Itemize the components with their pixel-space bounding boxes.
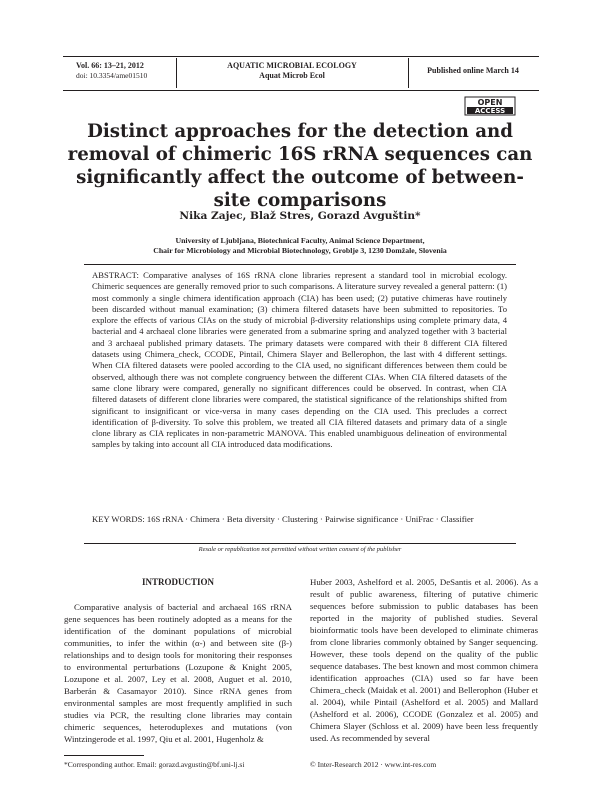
journal-abbrev: Aquat Microb Ecol — [259, 71, 325, 80]
article-title: Distinct approaches for the detection and removal of chimeric 16S rRNA sequences can significantly affect the outcome of between-site comparisons — [67, 121, 533, 211]
affiliation-line: University of Ljubljana, Biotechnical Faculty, Animal Science Department, — [175, 236, 425, 245]
header-bottom-rule — [63, 90, 539, 91]
journal-name: AQUATIC MICROBIAL ECOLOGY — [227, 61, 357, 70]
open-access-badge — [462, 94, 518, 118]
affiliation-line: Chair for Microbiology and Microbial Biotechnology, Groblje 3, 1230 Domžale, Slovenia — [153, 246, 447, 255]
abstract-text: ABSTRACT: Comparative analyses of 16S rRNA clone libraries represent a standard tool in microbial ecology. Chimeric sequences are generally removed prior to such comparisons. A literature survey revealed a general pattern: (1) most commonly a single chimera identification approach (CIA) has been used; (2) putative chimeras have routinely been discarded without manual examination; (3) chimera filtered datasets have been submitted to repositories. To explore the effects of various CIAs on the study of microbial β-diversity relationships using complete primary data, 4 bacterial and 4 archaeal clone libraries were generated from a submarine spring and analyzed together with 3 bacterial and 3 archaeal published primary datasets. The primary datasets were compared with their 8 different CIA filtered datasets using Chimera_check, CCODE, Pintail, Chimera Slayer and Bellerophon, the last with 4 different settings. When CIA filtered datasets were pooled according to the CIA used, no significant differences between them could be observed, although there was not complete congruency between the different CIAs. When CIA filtered datasets of the same clone library were compared, generally no significant differences could be observed. In contrast, when CIA filtered datasets of different clone libraries were compared, the statistical significance of the relationships shifted from significant to insignificant or vice-versa in many cases depending on the CIA used. This precludes a correct identification of β-diversity. To solve this problem, we treated all CIA filtered datasets and primary data of a single clone library as CIA replicates in non-parametric MANOVA. This enabled unambiguous delineation of environmental samples by taking into account all CIA introduced data modifications. — [92, 270, 507, 450]
publication-date: Published online March 14 — [427, 66, 519, 75]
doi: doi: 10.3354/ame01510 — [76, 71, 148, 80]
open-access-line1: OPEN — [477, 98, 503, 107]
abstract-top-rule — [84, 264, 516, 265]
affiliation — [60, 236, 540, 256]
open-access-line2: ACCESS — [474, 107, 506, 116]
author-list: Nika Zajec, Blaž Stres, Gorazd Avguštin* — [179, 210, 421, 222]
copyright: © Inter-Research 2012 · www.int-res.com — [310, 760, 437, 769]
abstract-bottom-rule — [84, 543, 516, 544]
header-citation — [76, 61, 147, 80]
intro-right-column: Huber 2003, Ashelford et al. 2005, DeSantis et al. 2006). As a result of public awareness, filtering of putative chimeric sequences before submission to public databases has been reported in the majority of published studies. Several bioinformatic tools have been developed to eliminate chimeras from clone libraries commonly obtained by Sanger sequencing. However, these tools depend on the quality of the public sequence databases. The best known and most common chimera identification approaches (CIA) used so far have been Chimera_check (Maidak et al. 2001) and Bellerophon (Huber et al. 2004), while Pintail (Ashelford et al. 2005) and Mallard (Ashelford et al. 2006), CCODE (Gonzalez et al. 2005) and Chimera Slayer (Schloss et al. 2009) have been less frequently used. As recommended by several — [310, 577, 538, 743]
volume-pages: Vol. 66: 13–21, 2012 — [76, 61, 144, 70]
republication-notice: Resale or republication not permitted without written consent of the publisher — [198, 546, 402, 553]
intro-left-column: Comparative analysis of bacterial and archaeal 16S rRNA gene sequences has been routinely adopted as a means for the identification of the dominant populations of microbial communities, to infer the within (α-) and between site (β-) relationships and to design tools for monitoring their responses to environmental perturbations (Lozupone & Knight 2005, Lozupone et al. 2007, Ley et al. 2008, Auguet et al. 2010, Barberán & Casamayor 2010). Since rRNA genes from environmental samples are most frequently amplified in such studies via PCR, the resulting clone libraries may contain chimeric sequences, heteroduplexes and mutations (von Wintzingerode et al. 1997, Qiu et al. 2001, Hugenholz & — [64, 602, 292, 744]
footnote-rule — [64, 755, 144, 756]
header-journal — [176, 61, 408, 81]
corresponding-author-footnote: *Corresponding author. Email: gorazd.avgustin@bf.uni-lj.si — [64, 760, 245, 769]
header-top-rule — [63, 56, 539, 57]
keywords: KEY WORDS: 16S rRNA · Chimera · Beta diversity · Clustering · Pairwise significance · UniFrac · Classifier — [92, 514, 474, 524]
section-heading: INTRODUCTION — [141, 577, 214, 587]
